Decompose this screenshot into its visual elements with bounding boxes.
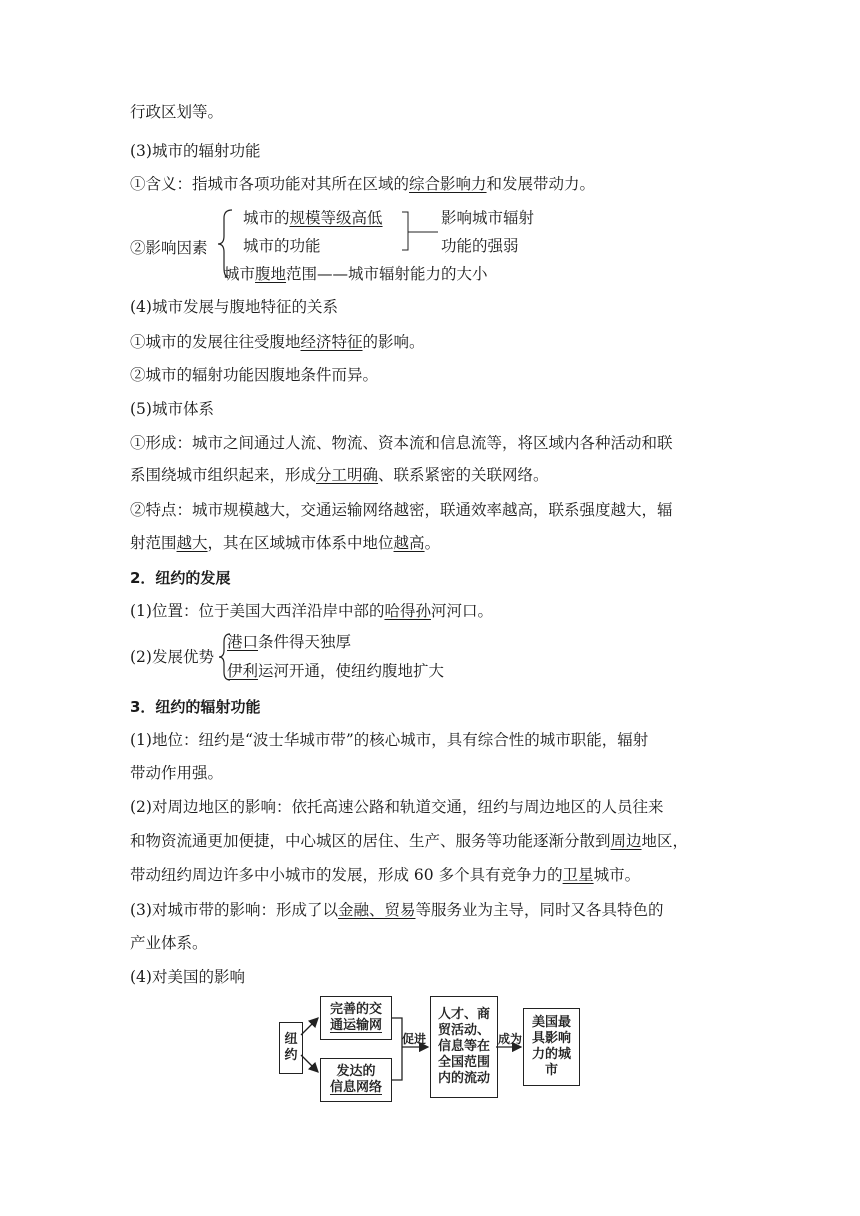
factor-hinterland: 城市腹地范围——城市辐射能力的大小 — [224, 265, 488, 283]
node-newyork: 纽 约 — [279, 1022, 303, 1074]
text-line: 射范围越大，其在区域城市体系中地位越高。 — [130, 534, 441, 552]
text-line: 和物资流通更加便捷，中心城区的居住、生产、服务等功能逐渐分散到周边地区， — [130, 832, 689, 850]
text-line: 带动纽约周边许多中小城市的发展，形成 60 多个具有竞争力的卫星城市。 — [130, 866, 641, 884]
factor-result-2: 功能的强弱 — [441, 237, 519, 255]
text-line: ①城市的发展往往受腹地经济特征的影响。 — [130, 333, 425, 351]
factor-function: 城市的功能 — [243, 237, 321, 255]
text-line: (1)地位：纽约是“波士华城市带”的核心城市，具有综合性的城市职能，辐射 — [130, 731, 649, 749]
label-promote: 促进 — [402, 1032, 427, 1046]
text-line: (3)对城市带的影响：形成了以金融、贸易等服务业为主导，同时又各具特色的 — [130, 901, 664, 919]
node-influential-city: 美国最 具影响 力的城 市 — [523, 1008, 580, 1086]
node-transport-network: 完善的交 通运输网 — [320, 996, 392, 1040]
label-become: 成为 — [498, 1032, 523, 1046]
advantage-label: (2)发展优势 — [130, 648, 214, 666]
factor-result-1: 影响城市辐射 — [441, 209, 535, 227]
factor-label: ②影响因素 — [130, 239, 208, 257]
subheading-us-impact: (4)对美国的影响 — [130, 968, 245, 986]
text-line: 系围绕城市组织起来，形成分工明确、联系紧密的关联网络。 — [130, 466, 549, 484]
text-line: ②特点：城市规模越大，交通运输网络越密，联通效率越高，联系强度越大，辐 — [130, 501, 673, 519]
text-line: 产业体系。 — [130, 934, 208, 952]
node-national-flow: 人才、商 贸活动、 信息等在 全国范围 内的流动 — [430, 996, 498, 1098]
factor-scale: 城市的规模等级高低 — [243, 209, 383, 227]
text-line-meaning: ①含义：指城市各项功能对其所在区域的综合影响力和发展带动力。 — [130, 175, 596, 193]
text-line: 行政区划等。 — [130, 103, 224, 121]
subheading-radiation-function: (3)城市的辐射功能 — [130, 142, 261, 160]
text-line: (2)对周边地区的影响：依托高速公路和轨道交通，纽约与周边地区的人员往来 — [130, 798, 664, 816]
advantage-canal: 伊利运河开通，使纽约腹地扩大 — [227, 662, 445, 680]
subheading-city-system: (5)城市体系 — [130, 400, 214, 418]
heading-newyork-development: 2．纽约的发展 — [130, 569, 231, 587]
text-line: ①形成：城市之间通过人流、物流、资本流和信息流等，将区域内各种活动和联 — [130, 434, 673, 452]
node-info-network: 发达的 信息网络 — [320, 1058, 392, 1102]
text-line: (1)位置：位于美国大西洋沿岸中部的哈得孙河河口。 — [130, 602, 493, 620]
subheading-relation: (4)城市发展与腹地特征的关系 — [130, 298, 338, 316]
text-line: 带动作用强。 — [130, 764, 224, 782]
text-line: ②城市的辐射功能因腹地条件而异。 — [130, 366, 379, 384]
heading-newyork-radiation: 3．纽约的辐射功能 — [130, 698, 261, 716]
advantage-port: 港口条件得天独厚 — [227, 633, 352, 651]
